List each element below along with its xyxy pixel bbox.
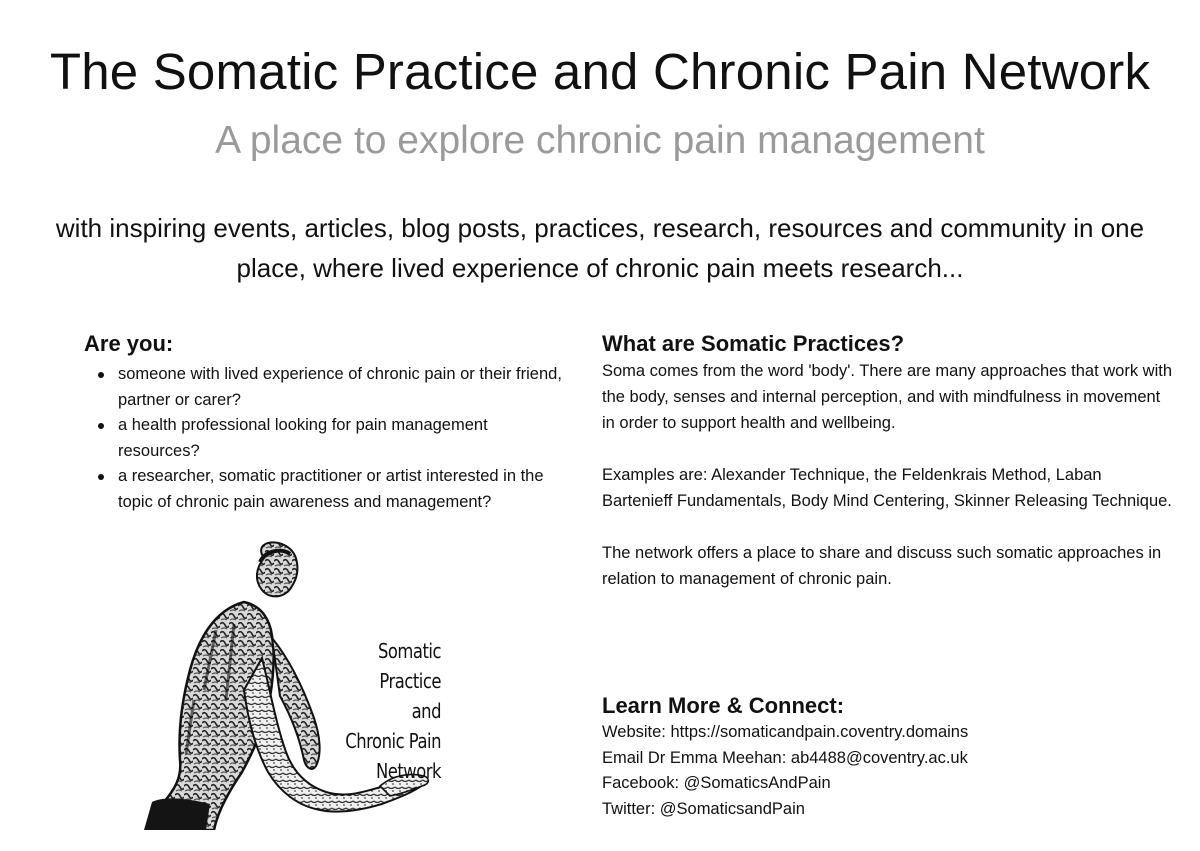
bullet-icon <box>98 423 104 429</box>
somatic-paragraph: The network offers a place to share and discuss such somatic approaches in relation to management of chronic pain. <box>602 544 1162 588</box>
are-you-section <box>84 330 564 515</box>
bullet-icon <box>98 474 104 480</box>
facebook-link[interactable]: Facebook: @SomaticsAndPain <box>602 774 831 792</box>
network-logo <box>312 636 441 786</box>
email-link[interactable]: Email Dr Emma Meehan: ab4488@coventry.ac.uk <box>602 748 968 767</box>
logo-line: Network <box>375 759 441 783</box>
list-item-text: a researcher, somatic practitioner or artist interested in the topic of chronic pain awareness and management? <box>118 467 544 511</box>
logo-line: Chronic Pain <box>345 729 441 753</box>
intro-text: with inspiring events, articles, blog posts, practices, research, resources and community in one place, where lived experience of chronic pain meets research... <box>55 213 1145 283</box>
logo-line: Somatic Practice <box>377 639 441 693</box>
page-title: The Somatic Practice and Chronic Pain Network <box>49 43 1151 100</box>
list-item <box>118 362 564 413</box>
website-link[interactable]: Website: https://somaticandpain.coventry.domains <box>602 723 969 741</box>
somatic-practices-heading: What are Somatic Practices? <box>602 331 905 356</box>
somatic-paragraph: Examples are: Alexander Technique, the Feldenkrais Method, Laban Bartenieff Fundamentals, Body Mind Centering, Skinner Releasing Technique. <box>602 466 1172 510</box>
somatic-paragraph: Soma comes from the word 'body'. There are many approaches that work with the body, senses and internal perception, and with mindfulness in movement in order to support health and wellbeing. <box>602 362 1173 432</box>
list-item <box>118 464 564 515</box>
bullet-icon <box>98 372 104 378</box>
connect-heading: Learn More & Connect: <box>602 693 845 718</box>
list-item <box>118 413 564 464</box>
page-subtitle: A place to explore chronic pain management <box>215 119 985 162</box>
are-you-heading: Are you: <box>84 331 174 356</box>
logo-line: and <box>411 699 441 723</box>
list-item-text: someone with lived experience of chronic pain or their friend, partner or carer? <box>118 365 562 409</box>
somatic-practices-section <box>602 330 1172 592</box>
connect-section <box>602 692 1172 822</box>
are-you-list <box>84 362 564 515</box>
twitter-link[interactable]: Twitter: @SomaticsandPain <box>602 799 805 818</box>
list-item-text: a health professional looking for pain management resources? <box>118 416 488 460</box>
